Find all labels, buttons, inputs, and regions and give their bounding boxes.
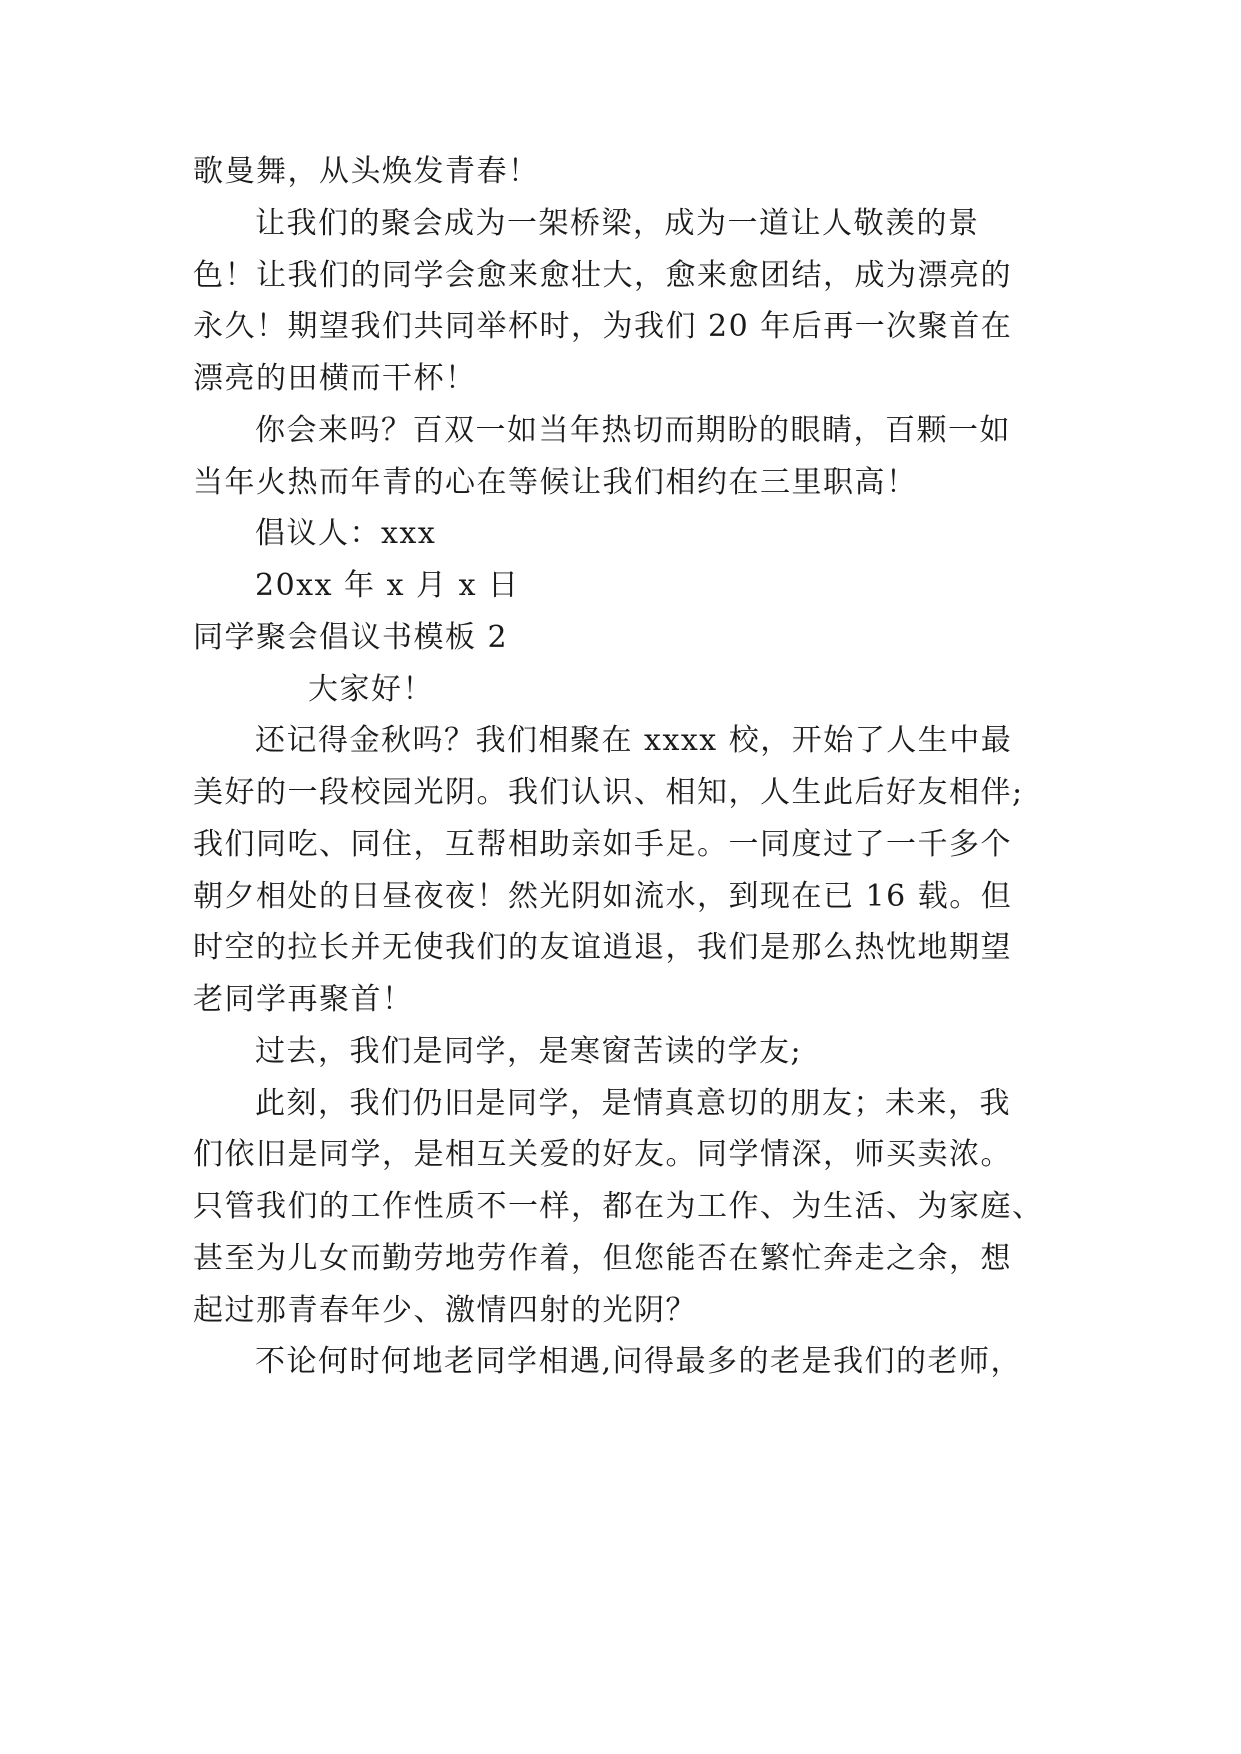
text-line: 歌曼舞，从头焕发青春！: [193, 154, 540, 189]
section-title: 同学聚会倡议书模板 2: [193, 620, 509, 655]
text-line: 甚至为儿女而勤劳地劳作着，但您能否在繁忙奔走之余，想: [193, 1241, 1012, 1276]
signature-line: 倡议人：xxx: [255, 516, 437, 551]
text-line: 你会来吗？百双一如当年热切而期盼的眼睛，百颗一如: [255, 413, 1011, 448]
text-line: 老同学再聚首！: [193, 982, 414, 1017]
text-line: 我们同吃、同住，互帮相助亲如手足。一同度过了一千多个: [193, 827, 1012, 862]
text-line: 永久！期望我们共同举杯时，为我们 20 年后再一次聚首在: [193, 309, 1013, 344]
text-line: 们依旧是同学，是相互关爱的好友。同学情深，师买卖浓。: [193, 1137, 1012, 1172]
text-line: 过去，我们是同学，是寒窗苦读的学友;: [255, 1034, 803, 1069]
text-line: 不论何时何地老同学相遇,问得最多的老是我们的老师，: [255, 1344, 1023, 1379]
text-line: 朝夕相处的日昼夜夜！然光阴如流水，到现在已 16 载。但: [193, 879, 1013, 914]
text-line: 当年火热而年青的心在等候让我们相约在三里职高！: [193, 465, 918, 500]
text-line: 只管我们的工作性质不一样，都在为工作、为生活、为家庭、: [193, 1189, 1044, 1224]
text-line: 起过那青春年少、激情四射的光阴？: [193, 1293, 697, 1328]
text-line: 此刻，我们仍旧是同学，是情真意切的朋友；未来，我: [255, 1086, 1011, 1121]
text-line: 时空的拉长并无使我们的友谊逍退，我们是那么热忱地期望: [193, 930, 1012, 965]
text-line: 美好的一段校园光阴。我们认识、相知，人生此后好友相伴;: [193, 775, 1024, 810]
greeting: 大家好！: [308, 672, 434, 707]
text-line: 色！让我们的同学会愈来愈壮大，愈来愈团结，成为漂亮的: [193, 258, 1012, 293]
text-line: 还记得金秋吗？我们相聚在 xxxx 校，开始了人生中最: [255, 723, 1013, 758]
date-line: 20xx 年 x 月 x 日: [255, 568, 520, 603]
text-line: 漂亮的田横而干杯！: [193, 361, 477, 396]
text-line: 让我们的聚会成为一架桥梁，成为一道让人敬羡的景: [255, 206, 980, 241]
